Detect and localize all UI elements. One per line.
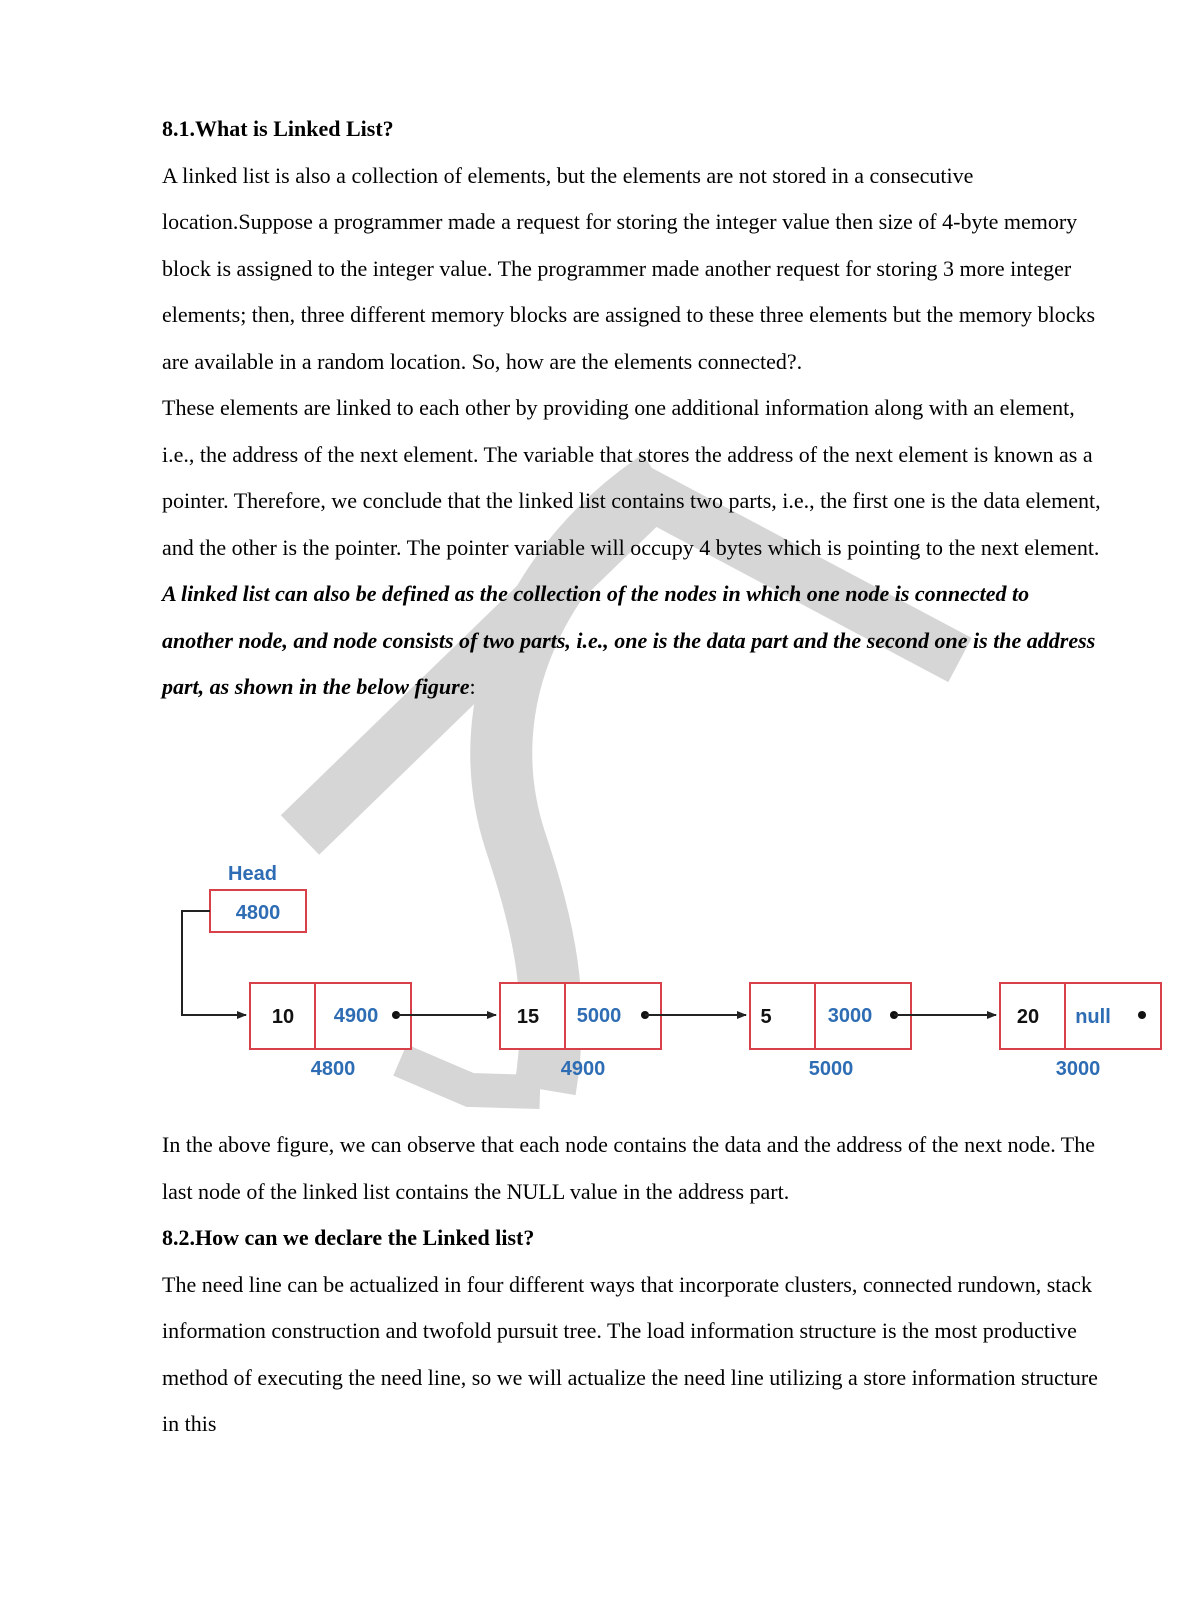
node-1-data: 10	[271, 1006, 295, 1028]
lower-content	[162, 1122, 1102, 1448]
node-4	[1000, 983, 1161, 1080]
section-2-paragraph-1: The need line can be actualized in four different ways that incorporate clusters, connected rundown, stack information construction and twofold pursuit tree. The load information structure is the most productive method of executing the need line, so we will actualize the need line utilizing a store information structure in this	[162, 1271, 1098, 1436]
node-2-data: 15	[516, 1006, 540, 1028]
section-1-definition	[162, 571, 1102, 711]
node-4-pointer-dot	[1138, 1011, 1146, 1019]
linked-list-diagram	[0, 855, 1200, 1095]
section-2-heading: 8.2.How can we declare the Linked list?	[162, 1225, 535, 1250]
node-4-data: 20	[1016, 1006, 1040, 1028]
node-3	[750, 983, 911, 1080]
node-3-data: 5	[760, 1006, 772, 1028]
node-1	[250, 983, 411, 1080]
head-value: 4800	[235, 902, 281, 924]
definition-colon: :	[469, 674, 476, 699]
node-2-next: 5000	[576, 1005, 622, 1027]
node-4-next: null	[1075, 1006, 1111, 1028]
node-2-address: 4900	[560, 1058, 606, 1080]
head-label: Head	[228, 863, 277, 885]
page-content	[162, 106, 1102, 711]
node-3-address: 5000	[808, 1058, 854, 1080]
section-1-paragraph-1: A linked list is also a collection of elements, but the elements are not stored in a consecutive location.Suppose a programmer made a request for storing the integer value then size of 4-byte memory block is assigned to the integer value. The programmer made another request for storing 3 more integer elements; then, three different memory blocks are assigned to these three elements but the memory blocks are available in a random location. So, how are the elements connected?.	[162, 162, 1096, 374]
node-3-next: 3000	[827, 1005, 873, 1027]
section-1-heading: 8.1.What is Linked List?	[162, 116, 394, 141]
node-2	[500, 983, 661, 1080]
node-4-address: 3000	[1055, 1058, 1101, 1080]
section-1-paragraph-2: These elements are linked to each other by providing one additional information along with an element, i.e., the address of the next element. The variable that stores the address of the next element is known as a pointer. Therefore, we conclude that the linked list contains two parts, i.e., the first one is the data element, and the other is the pointer. The pointer variable will occupy 4 bytes which is pointing to the next element.	[162, 395, 1101, 560]
definition-text: A linked list can also be defined as the collection of the nodes in which one node is connected to another node, and node consists of two parts, i.e., one is the data part and the second one is the address part, as shown in the below figure	[162, 581, 1096, 699]
node-1-next: 4900	[333, 1005, 379, 1027]
node-1-address: 4800	[310, 1058, 356, 1080]
section-1-paragraph-4: In the above figure, we can observe that each node contains the data and the address of the next node. The last node of the linked list contains the NULL value in the address part.	[162, 1132, 1096, 1204]
